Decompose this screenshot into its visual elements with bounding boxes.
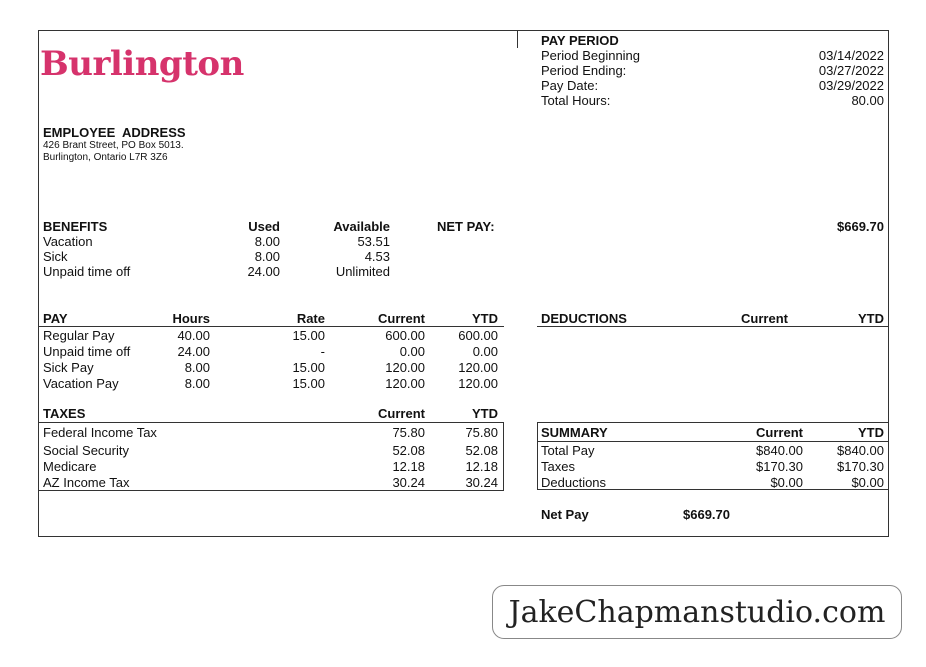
benefit-used: 8.00 <box>254 249 280 264</box>
taxes-current-header: Current <box>378 406 425 421</box>
deductions-header: DEDUCTIONS <box>541 311 627 326</box>
pay-row-current: 0.00 <box>399 344 425 359</box>
tax-row-ytd: 12.18 <box>465 459 498 474</box>
deductions-current-header: Current <box>741 311 788 326</box>
deductions-header-rule <box>537 326 889 327</box>
pay-period-row <box>541 48 884 63</box>
benefit-available: 53.51 <box>357 234 390 249</box>
benefit-row <box>43 264 130 279</box>
deductions-ytd-header: YTD <box>858 311 884 326</box>
pay-row-rate: 15.00 <box>292 328 325 343</box>
pay-period-row <box>541 63 884 78</box>
tax-row-current: 30.24 <box>392 475 425 490</box>
pay-period-label: Pay Date: <box>541 78 599 93</box>
summary-header: SUMMARY <box>541 425 608 440</box>
benefit-name: Vacation <box>43 234 93 249</box>
pay-period-label: Total Hours: <box>541 93 611 108</box>
pay-row-ytd: 600.00 <box>458 328 498 343</box>
net-pay-footer-value: $669.70 <box>683 507 730 522</box>
pay-row-ytd: 120.00 <box>458 376 498 391</box>
pay-hours-header: Hours <box>172 311 210 326</box>
net-pay-label: NET PAY: <box>437 219 495 234</box>
summary-header-rule <box>537 441 889 442</box>
benefit-available: Unlimited <box>335 264 390 279</box>
taxes-right-border <box>503 422 504 490</box>
tax-row-name: Social Security <box>43 443 129 458</box>
benefits-available-header: Available <box>333 219 390 234</box>
benefits-used-header: Used <box>248 219 280 234</box>
pay-period-title: PAY PERIOD <box>541 33 619 48</box>
pay-period-row <box>541 93 884 108</box>
pay-row-hours: 8.00 <box>184 360 210 375</box>
benefit-used: 8.00 <box>254 234 280 249</box>
watermark-badge <box>492 585 902 639</box>
pay-period-rows <box>541 48 884 108</box>
summary-ytd-header: YTD <box>858 425 884 440</box>
tax-row-ytd: 75.80 <box>465 425 498 440</box>
taxes-header-rule <box>38 422 504 423</box>
summary-row-current: $170.30 <box>756 459 803 474</box>
pay-row-name: Unpaid time off <box>43 344 131 359</box>
pay-row-name: Sick Pay <box>43 360 94 375</box>
pay-row-ytd: 120.00 <box>458 360 498 375</box>
employee-address-title: EMPLOYEE ADDRESS <box>43 125 186 140</box>
summary-row-current: $840.00 <box>756 443 803 458</box>
taxes-bottom-rule <box>38 490 504 491</box>
pay-current-header: Current <box>378 311 425 326</box>
pay-header: PAY <box>43 311 68 326</box>
heart-b-logo-mark: Burlington <box>40 44 244 84</box>
summary-row-name: Taxes <box>541 459 575 474</box>
summary-row-current: $0.00 <box>770 475 803 490</box>
pay-row-hours: 40.00 <box>177 328 210 343</box>
pay-period-label: Period Beginning <box>541 48 641 63</box>
net-pay-footer-label: Net Pay <box>541 507 589 522</box>
tax-row-ytd: 52.08 <box>465 443 498 458</box>
tax-row-current: 12.18 <box>392 459 425 474</box>
pay-header-rule <box>38 326 504 327</box>
benefit-name: Sick <box>43 249 68 264</box>
summary-row-ytd: $840.00 <box>837 443 884 458</box>
pay-row-current: 120.00 <box>385 360 425 375</box>
pay-period-value: 03/27/2022 <box>818 63 884 78</box>
summary-row-ytd: $170.30 <box>837 459 884 474</box>
pay-row-hours: 8.00 <box>184 376 210 391</box>
benefit-name: Unpaid time off <box>43 264 131 279</box>
taxes-ytd-header: YTD <box>472 406 498 421</box>
pay-row-hours: 24.00 <box>177 344 210 359</box>
tax-row-ytd: 30.24 <box>465 475 498 490</box>
tax-row-current: 75.80 <box>392 425 425 440</box>
net-pay-value: $669.70 <box>837 219 884 234</box>
pay-rate-header: Rate <box>296 311 325 326</box>
pay-period-value: 80.00 <box>851 93 884 108</box>
burlington-logo <box>40 44 244 84</box>
pay-row-current: 600.00 <box>385 328 425 343</box>
pay-row-rate: - <box>320 344 325 359</box>
tax-row-current: 52.08 <box>392 443 425 458</box>
employee-address-line1: 426 Brant Street, PO Box 5013. <box>43 140 184 151</box>
pay-row-rate: 15.00 <box>292 360 325 375</box>
benefit-available: 4.53 <box>364 249 390 264</box>
pay-row-rate: 15.00 <box>292 376 325 391</box>
benefit-row <box>43 249 68 264</box>
column-divider <box>517 30 518 48</box>
pay-period-value: 03/14/2022 <box>818 48 884 63</box>
tax-row-name: AZ Income Tax <box>43 475 130 490</box>
summary-current-header: Current <box>756 425 803 440</box>
benefit-used: 24.00 <box>247 264 280 279</box>
employee-address-line2: Burlington, Ontario L7R 3Z6 <box>43 152 168 163</box>
benefit-row <box>43 234 93 249</box>
pay-row-current: 120.00 <box>385 376 425 391</box>
summary-row-ytd: $0.00 <box>851 475 884 490</box>
pay-period-label: Period Ending: <box>541 63 627 78</box>
pay-row-name: Regular Pay <box>43 328 115 343</box>
pay-period-value: 03/29/2022 <box>818 78 884 93</box>
pay-row-name: Vacation Pay <box>43 376 119 391</box>
summary-row-name: Deductions <box>541 475 607 490</box>
pay-ytd-header: YTD <box>472 311 498 326</box>
tax-row-name: Federal Income Tax <box>43 425 157 440</box>
pay-row-ytd: 0.00 <box>472 344 498 359</box>
tax-row-name: Medicare <box>43 459 97 474</box>
summary-row-name: Total Pay <box>541 443 595 458</box>
taxes-header: TAXES <box>43 406 86 421</box>
pay-period-row <box>541 78 884 93</box>
benefits-header: BENEFITS <box>43 219 108 234</box>
watermark-text: JakeChapmanstudio.com <box>508 594 886 630</box>
